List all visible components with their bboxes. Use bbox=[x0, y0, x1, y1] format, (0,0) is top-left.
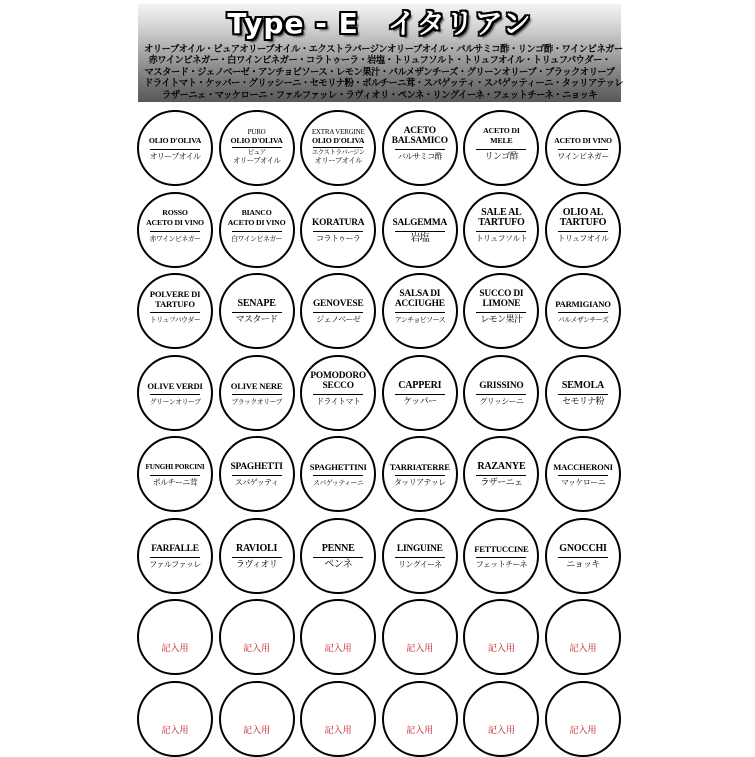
ingredient-label bbox=[382, 436, 458, 512]
label-divider bbox=[232, 394, 282, 395]
label-italian-name bbox=[390, 289, 450, 309]
label-japanese-name bbox=[143, 397, 207, 407]
label-japanese-line: コラトゥーラ bbox=[316, 233, 361, 243]
label-japanese-line: 岩塩 bbox=[410, 232, 430, 244]
label-divider bbox=[150, 231, 200, 232]
label-divider bbox=[313, 557, 363, 558]
ingredient-label bbox=[382, 518, 458, 594]
blank-label bbox=[137, 681, 213, 757]
ingredient-label bbox=[219, 273, 295, 349]
label-divider bbox=[558, 312, 608, 313]
label-japanese-name bbox=[143, 478, 207, 488]
label-italian-name bbox=[227, 462, 287, 472]
label-japanese-name bbox=[551, 478, 615, 488]
label-japanese-name bbox=[306, 478, 370, 488]
blank-label bbox=[545, 681, 621, 757]
ingredient-label bbox=[137, 273, 213, 349]
ingredient-label bbox=[463, 273, 539, 349]
label-italian-line: PARMIGIANO bbox=[555, 299, 611, 309]
label-italian-name bbox=[471, 544, 531, 554]
label-italian-name bbox=[227, 208, 287, 228]
title-banner bbox=[138, 4, 624, 102]
label-italian-line: RAVIOLI bbox=[235, 542, 278, 554]
label-italian-name bbox=[390, 381, 450, 391]
label-italian-line: OLIO AL bbox=[562, 206, 604, 218]
label-japanese-line: 白ワインビネガー bbox=[231, 234, 283, 243]
label-prefix: PURO bbox=[247, 128, 266, 136]
ingredient-label bbox=[219, 355, 295, 431]
label-japanese-name bbox=[551, 560, 615, 570]
blank-label-text: 記入用 bbox=[487, 725, 515, 736]
label-italian-line: BIANCO bbox=[241, 207, 272, 217]
label-italian-name bbox=[145, 381, 205, 391]
label-japanese-line: ポルチーニ茸 bbox=[152, 478, 198, 487]
label-japanese-line: タッリアテッレ bbox=[393, 478, 446, 487]
ingredient-label bbox=[382, 110, 458, 186]
ingredient-label bbox=[300, 518, 376, 594]
label-italian-name bbox=[553, 544, 613, 554]
label-italian-line: ACETO DI MELE bbox=[483, 126, 520, 145]
label-italian-line: ACETO bbox=[403, 126, 436, 136]
label-japanese-line: ピュア bbox=[247, 148, 266, 156]
blank-label-text: 記入用 bbox=[243, 725, 271, 736]
blank-label-text: 記入用 bbox=[324, 644, 352, 654]
label-divider bbox=[476, 557, 526, 558]
label-divider bbox=[313, 231, 363, 232]
blank-label bbox=[463, 599, 539, 675]
label-italian-line: SPAGHETTI bbox=[230, 462, 283, 472]
label-japanese-line: バルサミコ酢 bbox=[397, 152, 442, 161]
label-italian-line: OLIO D'OLIVA bbox=[230, 136, 283, 145]
label-divider bbox=[150, 557, 200, 558]
label-japanese-name bbox=[143, 234, 207, 244]
label-italian-name bbox=[227, 299, 287, 309]
label-italian-name bbox=[308, 218, 368, 228]
label-japanese-line: エクストラバージン bbox=[311, 148, 365, 156]
label-italian-line: SUCCO DI bbox=[479, 289, 524, 299]
ingredient-label bbox=[219, 110, 295, 186]
label-italian-line: FARFALLE bbox=[151, 543, 199, 554]
label-japanese-line: グリッシーニ bbox=[479, 396, 524, 406]
label-italian-name bbox=[308, 128, 368, 146]
label-japanese-name bbox=[225, 478, 289, 488]
blank-label-text: 記入用 bbox=[487, 644, 515, 654]
ingredient-label bbox=[137, 355, 213, 431]
label-japanese-name bbox=[388, 478, 452, 488]
ingredient-label bbox=[545, 273, 621, 349]
ingredient-label bbox=[137, 192, 213, 268]
label-italian-line: LIMONE bbox=[482, 299, 521, 309]
blank-label-text: 記入用 bbox=[569, 725, 597, 736]
label-japanese-name bbox=[469, 152, 533, 162]
label-italian-line: OLIO D'OLIVA bbox=[312, 136, 365, 145]
label-japanese-line: オリーブオイル bbox=[314, 155, 362, 165]
label-japanese-line: リンゴ酢 bbox=[484, 152, 519, 162]
label-japanese-line: マッケローニ bbox=[560, 478, 606, 487]
label-japanese-line: リングイーネ bbox=[398, 559, 442, 569]
label-italian-line: LINGUINE bbox=[396, 543, 443, 554]
label-italian-line: BALSAMICO bbox=[391, 136, 448, 146]
label-italian-name bbox=[145, 289, 205, 309]
label-japanese-name bbox=[551, 234, 615, 244]
label-japanese-line: トリュフパウダー bbox=[149, 316, 201, 324]
label-divider bbox=[558, 394, 608, 395]
blank-label bbox=[219, 681, 295, 757]
label-japanese-line: トリュフオイル bbox=[557, 233, 609, 243]
label-japanese-line: レモン果汁 bbox=[480, 315, 523, 325]
label-divider bbox=[395, 475, 445, 476]
ingredient-label bbox=[219, 436, 295, 512]
label-japanese-line: マスタード bbox=[235, 315, 278, 325]
label-italian-line: TARTUFO bbox=[559, 216, 607, 228]
blank-label bbox=[137, 599, 213, 675]
label-japanese-name bbox=[306, 397, 370, 407]
label-japanese-name bbox=[469, 478, 533, 488]
label-japanese-line: ラヴィオリ bbox=[235, 559, 278, 570]
label-japanese-line: パルメザンチーズ bbox=[557, 316, 609, 324]
label-divider bbox=[558, 231, 608, 232]
label-divider bbox=[150, 475, 200, 476]
ingredient-label bbox=[300, 436, 376, 512]
label-italian-name bbox=[553, 381, 613, 391]
ingredient-label bbox=[137, 518, 213, 594]
label-japanese-line: オリーブオイル bbox=[149, 152, 201, 161]
ingredient-label bbox=[545, 110, 621, 186]
label-italian-line: ACETO DI VINO bbox=[146, 217, 204, 227]
ingredient-label bbox=[137, 110, 213, 186]
label-divider bbox=[395, 149, 445, 150]
label-italian-name bbox=[471, 462, 531, 472]
label-japanese-name bbox=[388, 397, 452, 407]
label-italian-name bbox=[390, 544, 450, 554]
label-italian-name bbox=[553, 299, 613, 309]
label-japanese-line: ファルファッレ bbox=[149, 559, 201, 569]
label-italian-line: KORATURA bbox=[311, 217, 365, 228]
label-divider bbox=[476, 475, 526, 476]
label-italian-line: POMODORO bbox=[310, 370, 367, 381]
label-italian-line: ROSSO bbox=[162, 207, 188, 217]
label-italian-line: SALE AL bbox=[481, 206, 522, 218]
label-italian-line: ACETO DI VINO bbox=[227, 217, 286, 227]
label-italian-line: OLIO D'OLIVA bbox=[148, 136, 202, 145]
label-japanese-line: ラザーニェ bbox=[480, 478, 523, 488]
label-japanese-name bbox=[143, 152, 207, 162]
label-divider bbox=[232, 557, 282, 558]
label-japanese-line: グリーンオリーブ bbox=[149, 397, 201, 406]
label-divider bbox=[232, 231, 282, 232]
blank-label-text: 記入用 bbox=[324, 725, 352, 736]
label-japanese-line: ペンネ bbox=[324, 558, 353, 570]
label-italian-name bbox=[145, 136, 205, 146]
label-italian-name bbox=[145, 208, 205, 228]
label-italian-line: SECCO bbox=[322, 380, 354, 391]
label-japanese-line: ジェノベーゼ bbox=[316, 315, 361, 324]
label-japanese-line: フェットチーネ bbox=[475, 559, 527, 569]
label-italian-name bbox=[308, 544, 368, 554]
blank-label bbox=[300, 599, 376, 675]
label-japanese-line: ニョッキ bbox=[566, 559, 600, 570]
ingredient-label bbox=[463, 436, 539, 512]
label-japanese-name bbox=[388, 152, 452, 162]
label-italian-line: OLIVE VERDI bbox=[147, 380, 203, 391]
label-japanese-name bbox=[469, 315, 533, 325]
label-italian-line: GENOVESE bbox=[312, 299, 364, 309]
label-japanese-line: アンチョビソース bbox=[394, 316, 445, 324]
ingredient-line: マスタード・ジェノベーゼ・アンチョビソース・レモン果汁・パルメザンチーズ・グリーンオリーブ・ブラックオリーブ bbox=[144, 66, 615, 78]
ingredient-label bbox=[463, 110, 539, 186]
label-italian-line: FETTUCCINE bbox=[474, 543, 529, 554]
blank-label bbox=[463, 681, 539, 757]
ingredient-line: 赤ワインビネガー・白ワインビネガー・コラトゥーラ・岩塩・トリュフソルト・トリュフオイル・トリュフパウダー・ bbox=[148, 55, 611, 67]
label-japanese-line: トリュフソルト bbox=[475, 233, 528, 243]
label-japanese-name bbox=[225, 148, 289, 165]
label-divider bbox=[476, 312, 526, 313]
label-italian-name bbox=[390, 126, 450, 146]
ingredient-list bbox=[144, 44, 624, 101]
blank-label bbox=[382, 681, 458, 757]
label-japanese-line: ドライトマト bbox=[316, 396, 361, 406]
label-italian-line: PENNE bbox=[321, 542, 355, 554]
blank-label bbox=[545, 599, 621, 675]
label-italian-line: SEMOLA bbox=[561, 379, 605, 391]
label-japanese-line: ブラックオリーブ bbox=[231, 397, 282, 406]
ingredient-label bbox=[300, 273, 376, 349]
label-japanese-name bbox=[469, 560, 533, 570]
label-japanese-name bbox=[551, 397, 615, 407]
label-italian-name bbox=[227, 544, 287, 554]
ingredient-label bbox=[463, 192, 539, 268]
label-divider bbox=[476, 149, 526, 150]
label-japanese-name bbox=[306, 315, 370, 325]
label-japanese-name bbox=[306, 148, 370, 165]
label-divider bbox=[395, 231, 445, 232]
label-italian-name bbox=[308, 462, 368, 472]
ingredient-label bbox=[219, 518, 295, 594]
label-japanese-name bbox=[469, 234, 533, 244]
ingredient-label bbox=[300, 110, 376, 186]
ingredient-label bbox=[300, 355, 376, 431]
label-italian-name bbox=[145, 462, 205, 472]
label-italian-name bbox=[553, 462, 613, 472]
blank-label-text: 記入用 bbox=[406, 725, 434, 736]
label-divider bbox=[476, 231, 526, 232]
label-italian-line: RAZANYE bbox=[477, 461, 526, 472]
label-divider bbox=[395, 394, 445, 395]
label-divider bbox=[558, 475, 608, 476]
label-italian-name bbox=[308, 299, 368, 309]
label-italian-line: TARTUFO bbox=[478, 216, 525, 228]
ingredient-label bbox=[382, 355, 458, 431]
blank-label-text: 記入用 bbox=[161, 725, 189, 736]
label-japanese-name bbox=[143, 315, 207, 325]
ingredient-label bbox=[219, 192, 295, 268]
label-japanese-line: スパゲッティ bbox=[234, 478, 279, 487]
blank-label-text: 記入用 bbox=[569, 644, 597, 654]
label-italian-name bbox=[471, 126, 531, 146]
label-japanese-line: セモリナ粉 bbox=[562, 396, 604, 407]
label-italian-name bbox=[471, 208, 531, 228]
label-italian-name bbox=[227, 381, 287, 391]
label-japanese-line: 赤ワインビネガー bbox=[149, 234, 201, 243]
label-divider bbox=[313, 312, 363, 313]
label-italian-name bbox=[145, 544, 205, 554]
label-italian-name bbox=[390, 462, 450, 472]
label-japanese-name bbox=[143, 560, 207, 570]
label-divider bbox=[476, 394, 526, 395]
label-italian-line: TARRIATERRE bbox=[389, 462, 450, 472]
label-italian-name bbox=[553, 136, 613, 146]
ingredient-line: オリーブオイル・ピュアオリーブオイル・エクストラバージンオリーブオイル・バルサミコ酢・リンゴ酢・ワインビネガー bbox=[144, 44, 623, 55]
label-japanese-name bbox=[225, 397, 289, 407]
ingredient-label bbox=[382, 273, 458, 349]
label-italian-line: MACCHERONI bbox=[553, 462, 613, 472]
label-italian-line: SPAGHETTINI bbox=[309, 462, 367, 472]
label-italian-line: POLVERE DI bbox=[149, 289, 201, 299]
label-divider bbox=[395, 557, 445, 558]
ingredient-label bbox=[545, 355, 621, 431]
label-divider bbox=[232, 475, 282, 476]
label-italian-line: CAPPERI bbox=[398, 379, 442, 391]
label-japanese-name bbox=[388, 234, 452, 244]
label-divider bbox=[395, 312, 445, 313]
label-divider bbox=[558, 149, 608, 150]
label-italian-name bbox=[471, 381, 531, 391]
label-italian-line: ACETO DI VINO bbox=[554, 136, 612, 145]
ingredient-line: ラザーニェ・マッケローニ・ファルファッレ・ラヴィオリ・ペンネ・リングイーネ・フェットチーネ・ニョッキ bbox=[161, 89, 598, 101]
ingredient-label bbox=[300, 192, 376, 268]
label-japanese-name bbox=[388, 560, 452, 570]
label-divider bbox=[232, 312, 282, 313]
label-japanese-line: ケッパー bbox=[403, 396, 437, 407]
label-italian-name bbox=[471, 289, 531, 309]
blank-label-text: 記入用 bbox=[243, 644, 271, 654]
label-japanese-name bbox=[388, 315, 452, 325]
label-japanese-name bbox=[551, 315, 615, 325]
label-japanese-name bbox=[225, 560, 289, 570]
ingredient-label bbox=[463, 355, 539, 431]
label-japanese-line: オリーブオイル bbox=[232, 155, 281, 165]
label-prefix: EXTRA VERGINE bbox=[311, 128, 365, 136]
label-divider bbox=[313, 475, 363, 476]
label-italian-line: GRISSINO bbox=[479, 380, 524, 391]
label-divider bbox=[150, 312, 200, 313]
label-italian-name bbox=[227, 128, 287, 146]
blank-label bbox=[219, 599, 295, 675]
label-japanese-name bbox=[469, 397, 533, 407]
ingredient-line: ドライトマト・ケッパー・グリッシーニ・セモリナ粉・ポルチーニ茸・スパゲッティ・スパゲッティーニ・タッリアテッレ bbox=[144, 78, 624, 90]
label-italian-name bbox=[553, 208, 613, 228]
label-japanese-line: ワインビネガー bbox=[557, 152, 609, 161]
blank-label-text: 記入用 bbox=[161, 644, 189, 654]
label-italian-line: SENAPE bbox=[237, 298, 276, 309]
label-japanese-name bbox=[306, 560, 370, 570]
label-italian-line: SALSA DI bbox=[399, 289, 441, 299]
ingredient-label bbox=[545, 192, 621, 268]
ingredient-label bbox=[137, 436, 213, 512]
label-italian-name bbox=[308, 371, 368, 391]
label-italian-name bbox=[390, 218, 450, 228]
label-italian-line: FUNGHI PORCINI bbox=[145, 463, 205, 471]
label-divider bbox=[150, 394, 200, 395]
label-italian-line: ACCIUGHE bbox=[394, 299, 445, 309]
label-italian-line: TARTUFO bbox=[155, 299, 195, 309]
label-divider bbox=[558, 557, 608, 558]
ingredient-label bbox=[382, 192, 458, 268]
label-japanese-name bbox=[225, 315, 289, 325]
blank-label bbox=[382, 599, 458, 675]
label-divider bbox=[150, 149, 200, 150]
blank-label-text: 記入用 bbox=[406, 644, 434, 654]
label-japanese-name bbox=[306, 234, 370, 244]
label-italian-line: GNOCCHI bbox=[559, 542, 607, 554]
label-japanese-name bbox=[551, 152, 615, 162]
ingredient-label bbox=[545, 518, 621, 594]
banner-title: Type - E イタリアン bbox=[227, 7, 532, 40]
label-italian-line: SALGEMMA bbox=[392, 217, 448, 228]
label-japanese-line: スパゲッティーニ bbox=[313, 479, 364, 487]
label-divider bbox=[313, 394, 363, 395]
blank-label bbox=[300, 681, 376, 757]
ingredient-label bbox=[545, 436, 621, 512]
label-japanese-name bbox=[225, 234, 289, 244]
ingredient-label bbox=[463, 518, 539, 594]
label-italian-line: OLIVE NERE bbox=[230, 380, 283, 391]
